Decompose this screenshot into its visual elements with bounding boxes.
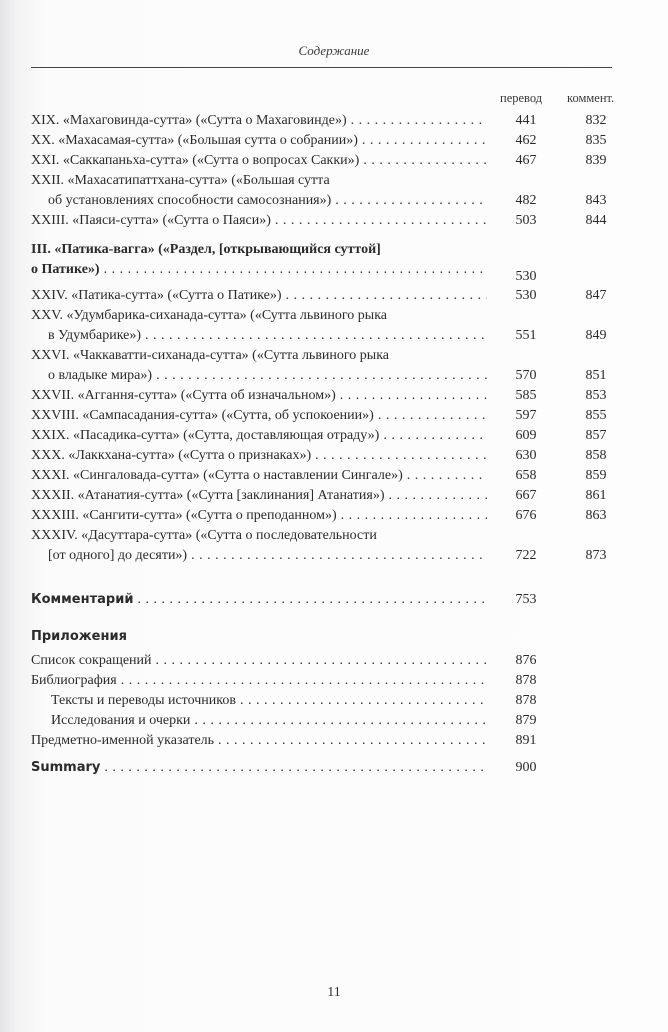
toc-entry[interactable] — [31, 671, 631, 691]
entry-title: XX. «Махасамая-сутта» («Большая сутта о собрании») — [31, 133, 358, 148]
toc-entry[interactable] — [31, 731, 631, 751]
entry-title: XXXIV. «Дасуттара-сутта» («Сутта о последовательности — [31, 528, 377, 543]
appendices-title: Приложения — [31, 629, 127, 644]
toc-entry[interactable] — [31, 131, 631, 151]
page-number: 753 — [515, 592, 537, 607]
commentary-page: 858 — [585, 448, 607, 463]
section-heading[interactable] — [31, 240, 631, 260]
dot-leader — [359, 153, 487, 168]
section-title-continuation: о Патике») — [31, 262, 100, 277]
appendices-heading — [31, 627, 631, 647]
entry-title: XXV. «Удумбарика-сиханада-сутта» («Сутта львиного рыка — [31, 308, 388, 323]
translation-page: 722 — [515, 548, 537, 563]
entry-title-continuation: [от одного] до десяти») — [48, 548, 188, 563]
entry-title: Исследования и очерки — [51, 713, 191, 728]
translation-page: 585 — [515, 388, 537, 403]
toc-entry[interactable] — [31, 426, 631, 446]
entry-title: XXI. «Саккапаньха-сутта» («Сутта о вопросах Сакки») — [31, 153, 360, 168]
page-number: 878 — [515, 673, 537, 688]
entry-title: XXXI. «Сингаловада-сутта» («Сутта о наставлении Сингале») — [31, 468, 403, 483]
toc-subentry[interactable] — [31, 691, 631, 711]
dot-leader — [236, 693, 487, 708]
dot-leader — [331, 193, 487, 208]
header-rule — [31, 67, 612, 68]
page-number: 876 — [515, 653, 537, 668]
commentary-page: 847 — [585, 288, 607, 303]
entry-title: XXII. «Махасатипаттхана-сутта» («Большая сутта — [31, 173, 330, 188]
dot-leader — [403, 468, 487, 483]
entry-title: Тексты и переводы источников — [51, 693, 236, 708]
entry-title: Summary — [31, 760, 101, 775]
translation-page: 676 — [515, 508, 537, 523]
column-header-translation: перевод — [500, 91, 543, 105]
toc-entry-continuation[interactable] — [31, 326, 631, 346]
commentary-page: 844 — [585, 213, 607, 228]
entry-title: Комментарий — [31, 592, 134, 607]
commentary-page: 839 — [585, 153, 607, 168]
entry-title: XXXIII. «Сангити-сутта» («Сутта о преподанном») — [31, 508, 337, 523]
translation-page: 609 — [515, 428, 537, 443]
dot-leader — [100, 262, 487, 277]
page-number-folio: 11 — [327, 985, 341, 1000]
translation-page: 597 — [515, 408, 537, 423]
commentary-page: 832 — [585, 113, 607, 128]
toc-entry[interactable] — [31, 211, 631, 231]
translation-page: 467 — [515, 153, 537, 168]
dot-leader — [133, 592, 487, 607]
translation-page: 658 — [515, 468, 537, 483]
page-number: 878 — [515, 693, 537, 708]
entry-title: XXIII. «Паяси-сутта» («Сутта о Паяси») — [31, 213, 271, 228]
entry-title: XXX. «Лаккхана-сутта» («Сутта о признаках») — [31, 448, 312, 463]
entry-title: XXIV. «Патика-сутта» («Сутта о Патике») — [31, 288, 282, 303]
dot-leader — [336, 388, 487, 403]
toc-entry[interactable] — [31, 506, 631, 526]
commentary-page: 853 — [585, 388, 607, 403]
dot-leader — [347, 113, 487, 128]
dot-leader — [187, 548, 487, 563]
toc-entry[interactable] — [31, 386, 631, 406]
toc-entry[interactable] — [31, 346, 631, 366]
entry-title: XXVI. «Чаккаватти-сиханада-сутта» («Сутта львиного рыка — [31, 348, 390, 363]
toc-entry-continuation[interactable] — [31, 191, 631, 211]
dot-leader — [214, 733, 487, 748]
translation-page: 462 — [515, 133, 537, 148]
toc-entry[interactable] — [31, 526, 631, 546]
dot-leader — [271, 213, 487, 228]
section-title: III. «Патика-вагга» («Раздел, [открывающийся суттой] — [31, 242, 381, 257]
toc-entry[interactable] — [31, 446, 631, 466]
page-number: 879 — [515, 713, 537, 728]
toc-entry[interactable] — [31, 486, 631, 506]
toc-entry[interactable] — [31, 171, 631, 191]
dot-leader — [337, 508, 487, 523]
commentary-page: 859 — [585, 468, 607, 483]
dot-leader — [374, 408, 487, 423]
toc-subentry[interactable] — [31, 711, 631, 731]
dot-leader — [311, 448, 487, 463]
translation-page: 667 — [515, 488, 537, 503]
dot-leader — [385, 488, 488, 503]
entry-title: Список сокращений — [31, 653, 152, 668]
toc-entry[interactable] — [31, 466, 631, 486]
dot-leader — [379, 428, 487, 443]
toc-entry[interactable] — [31, 651, 631, 671]
commentary-page: 835 — [585, 133, 607, 148]
toc-entry-continuation[interactable] — [31, 546, 631, 566]
entry-title-continuation: об установлениях способности самосознания») — [48, 193, 332, 208]
table-of-contents — [31, 111, 631, 778]
toc-entry[interactable] — [31, 306, 631, 326]
toc-entry[interactable] — [31, 111, 631, 131]
toc-entry[interactable] — [31, 286, 631, 306]
translation-page: 530 — [515, 288, 537, 303]
dot-leader — [117, 673, 487, 688]
entry-title: XXVIII. «Сампасадания-сутта» («Сутта, об успокоении») — [31, 408, 374, 423]
commentary-page: 843 — [585, 193, 607, 208]
translation-page: 441 — [515, 113, 537, 128]
entry-title-continuation: в Удумбарике») — [48, 328, 142, 343]
toc-entry[interactable] — [31, 151, 631, 171]
entry-title: XXIX. «Пасадика-сутта» («Сутта, доставляющая отраду») — [31, 428, 380, 443]
dot-leader — [141, 328, 487, 343]
translation-page: 503 — [515, 213, 537, 228]
column-header-commentary: коммент. — [567, 91, 615, 105]
commentary-page: 873 — [585, 548, 607, 563]
commentary-page: 849 — [585, 328, 607, 343]
entry-title-continuation: о владыке мира») — [48, 368, 153, 383]
translation-page: 630 — [515, 448, 537, 463]
dot-leader — [190, 713, 487, 728]
section-heading-continuation[interactable] — [31, 260, 631, 284]
running-head: Содержание — [298, 43, 370, 58]
translation-page: 530 — [515, 269, 537, 284]
dot-leader — [152, 368, 487, 383]
page-number: 891 — [515, 733, 537, 748]
translation-page: 551 — [515, 328, 537, 343]
translation-page: 570 — [515, 368, 537, 383]
entry-title: Предметно-именной указатель — [31, 733, 215, 748]
toc-entry-summary[interactable] — [31, 758, 631, 778]
entry-title: XIX. «Махаговинда-сутта» («Сутта о Махаговинде») — [31, 113, 347, 128]
commentary-page: 863 — [585, 508, 607, 523]
commentary-page: 861 — [585, 488, 607, 503]
entry-title: Библиография — [31, 673, 117, 688]
commentary-page: 851 — [585, 368, 607, 383]
entry-title: XXXII. «Атанатия-сутта» («Сутта [заклинания] Атанатия») — [31, 488, 385, 503]
dot-leader — [282, 288, 487, 303]
toc-entry-commentary[interactable] — [31, 590, 631, 610]
dot-leader — [100, 760, 487, 775]
page-number: 900 — [515, 760, 537, 775]
toc-entry[interactable] — [31, 406, 631, 426]
dot-leader — [358, 133, 487, 148]
toc-entry-continuation[interactable] — [31, 366, 631, 386]
commentary-page: 855 — [585, 408, 607, 423]
commentary-page: 857 — [585, 428, 607, 443]
dot-leader — [152, 653, 487, 668]
entry-title: XXVII. «Аггання-сутта» («Сутта об изначальном») — [31, 388, 336, 403]
translation-page: 482 — [515, 193, 537, 208]
